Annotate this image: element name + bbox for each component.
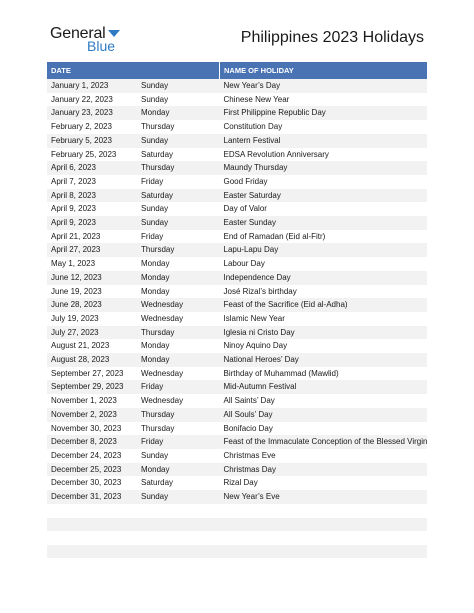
cell-holiday-name: Lapu-Lapu Day (220, 243, 428, 257)
cell-date: June 28, 2023 (47, 298, 137, 312)
cell-holiday-name: Christmas Eve (220, 449, 428, 463)
table-row (47, 476, 427, 490)
cell-date: September 27, 2023 (47, 367, 137, 381)
table-row (47, 93, 427, 107)
cell-day: Friday (137, 435, 220, 449)
cell-day: Saturday (137, 189, 220, 203)
table-row (47, 148, 427, 162)
cell-day: Friday (137, 230, 220, 244)
cell-date: June 19, 2023 (47, 285, 137, 299)
cell-date: February 5, 2023 (47, 134, 137, 148)
table-row (47, 367, 427, 381)
table-row (47, 339, 427, 353)
empty-row (47, 545, 427, 558)
cell-date: February 25, 2023 (47, 148, 137, 162)
cell-date: April 7, 2023 (47, 175, 137, 189)
cell-day: Monday (137, 257, 220, 271)
cell-day: Monday (137, 271, 220, 285)
table-row (47, 134, 427, 148)
cell-holiday-name: First Philippine Republic Day (220, 106, 428, 120)
cell-date: January 23, 2023 (47, 106, 137, 120)
logo-text-general: General (50, 25, 106, 42)
column-header-date: DATE (47, 62, 137, 79)
cell-holiday-name: Birthday of Muhammad (Mawlid) (220, 367, 428, 381)
logo-text-blue: Blue (87, 38, 116, 54)
table-row (47, 463, 427, 477)
cell-day: Sunday (137, 134, 220, 148)
table-row (47, 353, 427, 367)
table-row (47, 120, 427, 134)
table-row (47, 435, 427, 449)
cell-date: July 19, 2023 (47, 312, 137, 326)
cell-holiday-name: National Heroes’ Day (220, 353, 428, 367)
cell-holiday-name: Labour Day (220, 257, 428, 271)
cell-day: Friday (137, 380, 220, 394)
general-blue-logo (50, 25, 120, 55)
cell-day: Thursday (137, 408, 220, 422)
cell-day: Monday (137, 339, 220, 353)
cell-date: January 22, 2023 (47, 93, 137, 107)
cell-date: December 31, 2023 (47, 490, 137, 504)
cell-date: August 28, 2023 (47, 353, 137, 367)
table-row (47, 422, 427, 436)
table-row (47, 326, 427, 340)
table-row (47, 189, 427, 203)
cell-day: Thursday (137, 120, 220, 134)
cell-date: September 29, 2023 (47, 380, 137, 394)
cell-day: Wednesday (137, 312, 220, 326)
cell-holiday-name: Easter Saturday (220, 189, 428, 203)
table-body (47, 79, 427, 504)
cell-day: Sunday (137, 490, 220, 504)
cell-holiday-name: Maundy Thursday (220, 161, 428, 175)
cell-date: November 30, 2023 (47, 422, 137, 436)
cell-day: Wednesday (137, 298, 220, 312)
cell-holiday-name: Islamic New Year (220, 312, 428, 326)
cell-date: April 9, 2023 (47, 202, 137, 216)
cell-day: Wednesday (137, 367, 220, 381)
cell-day: Sunday (137, 202, 220, 216)
table-row (47, 271, 427, 285)
cell-holiday-name: Day of Valor (220, 202, 428, 216)
table-header-row (47, 62, 427, 79)
cell-date: April 6, 2023 (47, 161, 137, 175)
cell-date: August 21, 2023 (47, 339, 137, 353)
cell-holiday-name: Bonifacio Day (220, 422, 428, 436)
cell-day: Thursday (137, 243, 220, 257)
cell-holiday-name: New Year’s Eve (220, 490, 428, 504)
table-row (47, 230, 427, 244)
cell-date: December 8, 2023 (47, 435, 137, 449)
cell-day: Sunday (137, 79, 220, 93)
cell-day: Thursday (137, 422, 220, 436)
table-row (47, 408, 427, 422)
cell-day: Sunday (137, 449, 220, 463)
cell-date: February 2, 2023 (47, 120, 137, 134)
cell-date: April 27, 2023 (47, 243, 137, 257)
cell-holiday-name: Good Friday (220, 175, 428, 189)
table-row (47, 161, 427, 175)
cell-day: Sunday (137, 216, 220, 230)
cell-holiday-name: Feast of the Sacrifice (Eid al-Adha) (220, 298, 428, 312)
table-row (47, 257, 427, 271)
cell-holiday-name: All Souls’ Day (220, 408, 428, 422)
table-row (47, 216, 427, 230)
cell-holiday-name: José Rizal’s birthday (220, 285, 428, 299)
logo-triangle-icon (108, 30, 120, 37)
cell-day: Thursday (137, 161, 220, 175)
cell-holiday-name: Independence Day (220, 271, 428, 285)
cell-day: Monday (137, 463, 220, 477)
cell-date: December 25, 2023 (47, 463, 137, 477)
cell-day: Monday (137, 353, 220, 367)
cell-date: November 1, 2023 (47, 394, 137, 408)
cell-day: Saturday (137, 148, 220, 162)
cell-holiday-name: Lantern Festival (220, 134, 428, 148)
cell-holiday-name: EDSA Revolution Anniversary (220, 148, 428, 162)
table-row (47, 79, 427, 93)
column-header-name: NAME OF HOLIDAY (220, 62, 428, 79)
cell-date: April 21, 2023 (47, 230, 137, 244)
table-row (47, 175, 427, 189)
cell-holiday-name: Christmas Day (220, 463, 428, 477)
cell-day: Sunday (137, 93, 220, 107)
cell-date: April 8, 2023 (47, 189, 137, 203)
cell-day: Thursday (137, 326, 220, 340)
table-row (47, 285, 427, 299)
table-row (47, 202, 427, 216)
cell-date: June 12, 2023 (47, 271, 137, 285)
cell-day: Monday (137, 285, 220, 299)
holidays-table (47, 62, 427, 504)
cell-holiday-name: Rizal Day (220, 476, 428, 490)
cell-date: May 1, 2023 (47, 257, 137, 271)
cell-holiday-name: New Year’s Day (220, 79, 428, 93)
cell-day: Wednesday (137, 394, 220, 408)
cell-day: Monday (137, 106, 220, 120)
cell-holiday-name: Feast of the Immaculate Conception of the Blessed Virgin (220, 435, 428, 449)
table-row (47, 312, 427, 326)
empty-row (47, 518, 427, 531)
column-header-day (137, 62, 220, 79)
cell-day: Saturday (137, 476, 220, 490)
cell-date: November 2, 2023 (47, 408, 137, 422)
cell-holiday-name: Iglesia ni Cristo Day (220, 326, 428, 340)
cell-date: December 30, 2023 (47, 476, 137, 490)
cell-holiday-name: Ninoy Aquino Day (220, 339, 428, 353)
cell-holiday-name: Chinese New Year (220, 93, 428, 107)
table-row (47, 449, 427, 463)
table-row (47, 106, 427, 120)
cell-holiday-name: End of Ramadan (Eid al-Fitr) (220, 230, 428, 244)
cell-date: April 9, 2023 (47, 216, 137, 230)
cell-date: January 1, 2023 (47, 79, 137, 93)
cell-holiday-name: Constitution Day (220, 120, 428, 134)
cell-holiday-name: All Saints’ Day (220, 394, 428, 408)
table-row (47, 243, 427, 257)
table-row (47, 380, 427, 394)
page-title: Philippines 2023 Holidays (240, 29, 424, 46)
cell-date: December 24, 2023 (47, 449, 137, 463)
table-row (47, 298, 427, 312)
table-row (47, 490, 427, 504)
cell-date: July 27, 2023 (47, 326, 137, 340)
cell-holiday-name: Mid-Autumn Festival (220, 380, 428, 394)
table-row (47, 394, 427, 408)
cell-day: Friday (137, 175, 220, 189)
cell-holiday-name: Easter Sunday (220, 216, 428, 230)
